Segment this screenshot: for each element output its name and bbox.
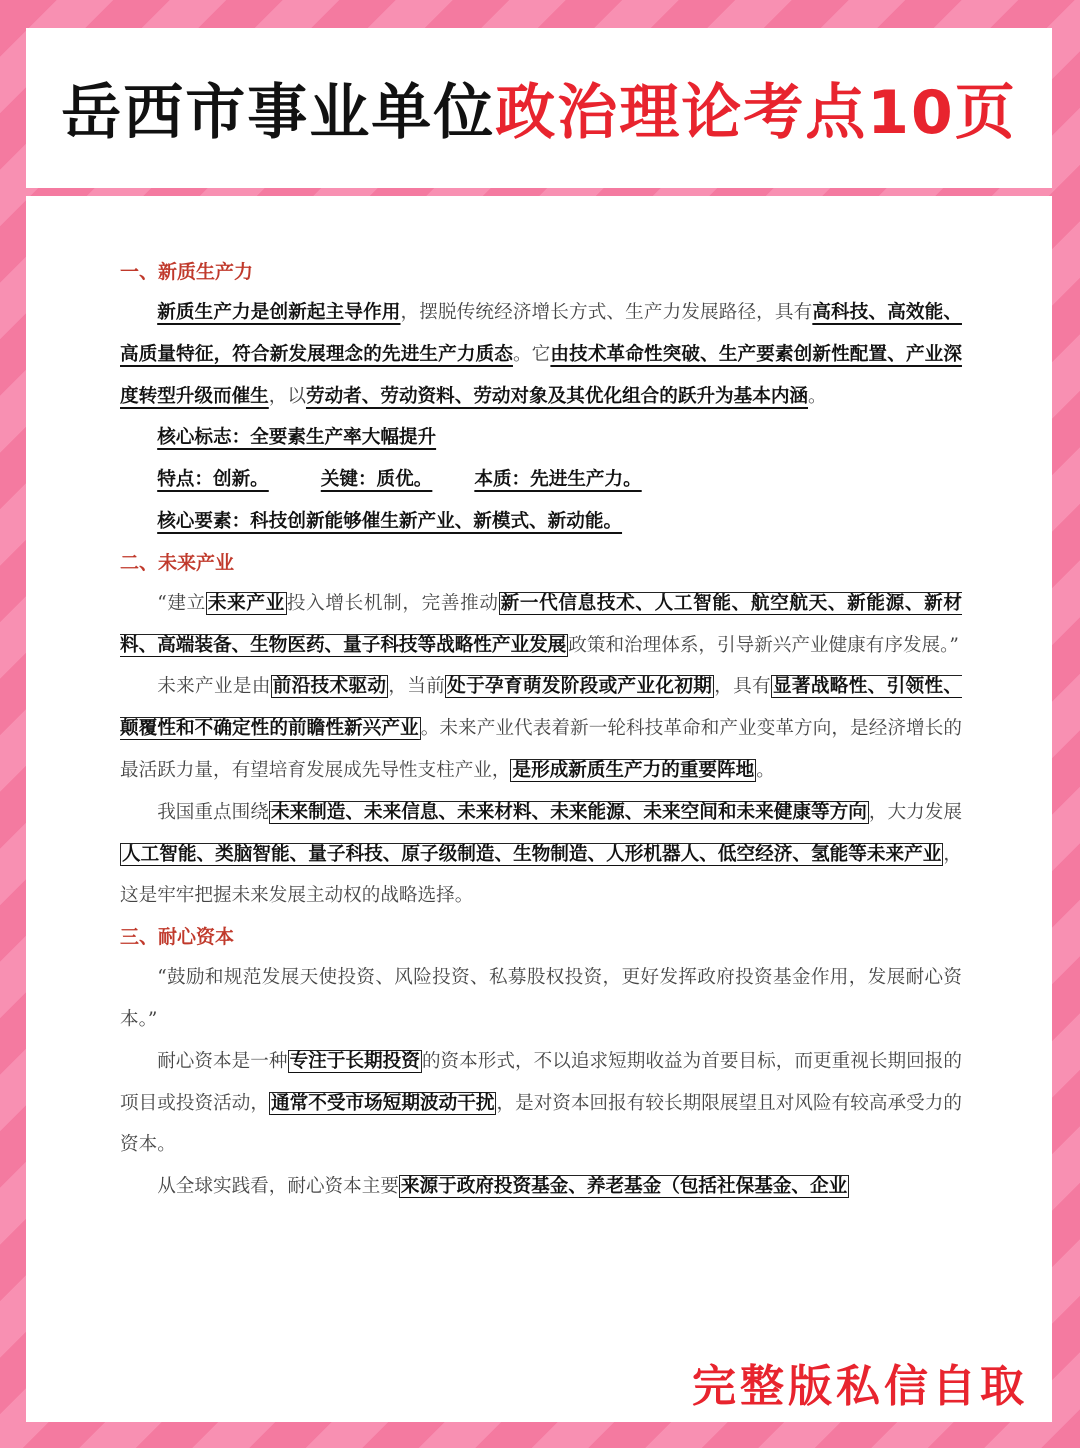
essence-text: 本质：先进生产力。 (474, 469, 642, 491)
paragraph-3-2: 耐心资本是一种 专注于长期投资 的资本形式，不以追求短期收益为首要目标，而更重视长期回报的项目或投资活动， 通常不受市场短期波动干扰 ，是对资本回报有较长期限展望且对风险有较高承受力的资本。 (120, 1050, 962, 1156)
title-part-red: 政治理论考点10页 (495, 78, 1017, 148)
core-mark-line: 核心标志：全要素生产率大幅提升 (157, 427, 437, 449)
title-banner (26, 28, 1052, 188)
key-text: 关键：质优。 (320, 469, 433, 491)
section-heading-2: 二、未来产业 (120, 551, 235, 574)
paragraph-3-3: 从全球实践看，耐心资本主要 来源于政府投资基金、养老基金（包括社保基金、企业 (157, 1176, 848, 1198)
section-heading-3: 三、耐心资本 (120, 926, 235, 949)
paragraph-2-3: 我国重点围绕 未来制造、未来信息、未来材料、未来能源、未来空间和未来健康等方向 ，大力发展人工智能、类脑智能、量子科技、原子级制造、生物制造、人形机器人、低空经济、氢能等未来产业 ，这是牢牢把握未来发展主动权的战略选择。 (120, 801, 962, 907)
feature-text: 特点：创新。 (157, 469, 269, 491)
document-content (120, 252, 962, 1208)
document-page (26, 196, 1052, 1422)
title-part-black: 岳西市事业单位 (61, 78, 496, 148)
section-heading-1: 一、新质生产力 (120, 261, 254, 283)
paragraph-1-1: 新质生产力是创新起主导作用，摆脱传统经济增长方式、生产力发展路径，具有高科技、高效能、高质量特征，符合新发展理念的先进生产力质态。它由技术革命性突破、生产要素创新性配置、产业深度转型升级而催生，以劳动者、劳动资料、劳动对象及其优化组合的跃升为基本内涵。 (120, 302, 962, 407)
paragraph-3-1: “鼓励和规范发展天使投资、风险投资、私募股权投资，更好发挥政府投资基金作用，发展耐心资本。” (120, 967, 962, 1030)
paragraph-2-1: “建立 未来产业 投入增长机制，完善推动 新一代信息技术、人工智能、航空航天、新能源、新材料、高端装备、生物医药、量子科技等战略性产业发展 政策和治理体系，引导新兴产业健康有序发展。” (120, 592, 962, 656)
footer-cta: 完整版私信自取 (692, 1361, 1028, 1412)
page-title (61, 65, 1017, 151)
paragraph-2-2: 未来产业是由 前沿技术驱动 ，当前 处于孕育萌发阶段或产业化初期 ，具有 显著战略性、引领性、颠覆性和不确定性的前瞻性新兴产业 。未来产业代表着新一轮科技革命和产业变革方向，是经济增长的最活跃力量，有望培育发展成先导性支柱产业， 是形成新质生产力的重要阵地 。 (120, 676, 962, 781)
feature-key-essence-line (120, 459, 962, 501)
core-elements-line: 核心要素：科技创新能够催生新产业、新模式、新动能。 (157, 510, 623, 532)
